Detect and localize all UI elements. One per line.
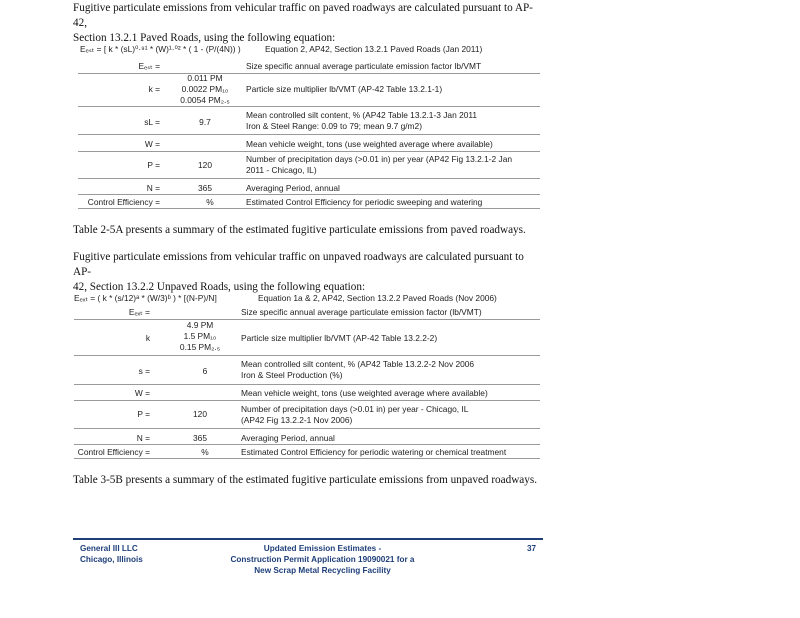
unpaved-row-value: 6 — [202, 366, 208, 376]
paved-intro-paragraph — [73, 1, 543, 46]
unpaved-row-label: N = — [136, 433, 150, 443]
paved-row-label: Control Efficiency = — [87, 197, 160, 207]
footer-company-location: Chicago, Illinois — [80, 555, 143, 564]
footer-document-title — [200, 543, 445, 576]
paved-k-values — [170, 73, 240, 106]
paved-row-label: k = — [148, 84, 160, 94]
paved-row-label: P = — [147, 160, 160, 170]
divider — [78, 134, 540, 135]
paved-row-desc: Size specific annual average particulate emission factor lb/VMT — [246, 61, 482, 71]
paved-k-pm25: 0.0054 PM₂.₅ — [180, 95, 230, 105]
unpaved-row-label: P = — [137, 409, 150, 419]
divider — [74, 428, 540, 429]
unpaved-intro-paragraph — [73, 250, 543, 295]
paved-row-desc: Mean controlled silt content, % (AP42 Table 13.2.1-3 Jan 2011 Iron & Steel Range: 0.09 to 79; mean 9.7 g/m2) — [246, 110, 478, 131]
unpaved-row-value: 120 — [193, 409, 207, 419]
unpaved-intro-line2: 42, Section 13.2.2 Unpaved Roads, using the following equation: — [73, 281, 366, 293]
paved-row-value: % — [206, 197, 214, 207]
unpaved-k-pm: 4.9 PM — [186, 320, 214, 330]
footer-company — [80, 543, 143, 565]
paved-row-label: N = — [146, 183, 160, 193]
unpaved-row-desc: Averaging Period, annual — [241, 433, 335, 443]
unpaved-intro-line1: Fugitive particulate emissions from vehicular traffic on unpaved roadways are calculated pursuant to AP- — [73, 251, 524, 278]
divider — [74, 319, 540, 320]
paved-row-value: 120 — [198, 160, 212, 170]
paved-row-desc: Estimated Control Efficiency for periodic sweeping and watering — [246, 197, 483, 207]
divider — [74, 400, 540, 401]
divider — [78, 106, 540, 107]
unpaved-row-label: Control Efficiency = — [77, 447, 150, 457]
page-number: 37 — [527, 544, 537, 553]
paved-k-pm10: 0.0022 PM₁₀ — [181, 84, 229, 94]
unpaved-row-label: Eₑₓₜ = — [128, 307, 150, 317]
divider — [78, 178, 540, 179]
unpaved-row-desc: Estimated Control Efficiency for periodic watering or chemical treatment — [241, 447, 507, 457]
footer-title-line3: New Scrap Metal Recycling Facility — [254, 566, 391, 575]
paved-row-label: W = — [144, 139, 160, 149]
unpaved-row-value: 365 — [193, 433, 207, 443]
paved-row-label: sL = — [144, 117, 160, 127]
footer-company-name: General III LLC — [80, 544, 138, 553]
paved-table-note: Table 2-5A presents a summary of the estimated fugitive particulate emissions from paved roadways. — [73, 224, 526, 236]
paved-intro-line2: Section 13.2.1 Paved Roads, using the following equation: — [73, 32, 336, 44]
paved-row-value: 365 — [198, 183, 212, 193]
unpaved-equation: Eₑₓₜ = ( k * (s/12)ᵃ * (W/3)ᵇ ) * [(N-P)/N] — [74, 293, 217, 303]
paved-row-desc: Averaging Period, annual — [246, 183, 340, 193]
unpaved-row-desc: Particle size multiplier lb/VMT (AP-42 Table 13.2.2-2) — [241, 333, 438, 343]
unpaved-row-desc: Size specific annual average particulate emission factor (lb/VMT) — [241, 307, 482, 317]
paved-equation-reference: Equation 2, AP42, Section 13.2.1 Paved Roads (Jan 2011) — [265, 44, 483, 54]
paved-k-pm: 0.011 PM — [187, 73, 223, 83]
unpaved-row-value: % — [201, 447, 209, 457]
unpaved-row-desc: Mean controlled silt content, % (AP42 Table 13.2.2-2 Nov 2006 Iron & Steel Production (%) — [241, 359, 475, 380]
paved-row-desc: Number of precipitation days (>0.01 in) per year (AP42 Fig 13.2.1-2 Jan 2011 - Chicago, IL) — [246, 154, 513, 175]
unpaved-k-values — [165, 320, 235, 353]
footer-title-line2: Construction Permit Application 19090021 for a — [230, 555, 415, 564]
divider — [78, 73, 540, 74]
paved-equation: Eₑₛₜ = [ k * (sL)⁰·⁹¹ * (W)¹·⁰² * ( 1 - (P/(4N)) ) — [80, 44, 241, 54]
unpaved-row-desc: Number of precipitation days (>0.01 in) per year - Chicago, IL (AP42 Fig 13.2.2-1 Nov 2006) — [241, 404, 469, 425]
unpaved-k-pm10: 1.5 PM₁₀ — [183, 331, 217, 341]
paved-row-desc: Mean vehicle weight, tons (use weighted average where available) — [246, 139, 493, 149]
divider — [74, 458, 540, 459]
paved-row-label: Eₑₛₜ = — [138, 61, 160, 71]
unpaved-row-label: W = — [134, 388, 150, 398]
unpaved-k-pm25: 0.15 PM₂.₅ — [179, 342, 221, 352]
footer-divider — [73, 538, 543, 540]
unpaved-row-label: k — [145, 333, 150, 343]
divider — [74, 384, 540, 385]
divider — [74, 444, 540, 445]
divider — [78, 151, 540, 152]
footer-title-line1: Updated Emission Estimates - — [263, 544, 382, 553]
unpaved-row-label: s = — [138, 366, 150, 376]
divider — [78, 208, 540, 209]
unpaved-row-desc: Mean vehicle weight, tons (use weighted average where available) — [241, 388, 488, 398]
divider — [74, 355, 540, 356]
unpaved-equation-reference: Equation 1a & 2, AP42, Section 13.2.2 Paved Roads (Nov 2006) — [258, 293, 497, 303]
paved-intro-line1: Fugitive particulate emissions from vehicular traffic on paved roadways are calculated pursuant to AP-42, — [73, 2, 533, 29]
paved-row-desc: Particle size multiplier lb/VMT (AP-42 Table 13.2.1-1) — [246, 84, 443, 94]
unpaved-table-note: Table 3-5B presents a summary of the estimated fugitive particulate emissions from unpaved roadways. — [73, 474, 537, 486]
paved-row-value: 9.7 — [199, 117, 211, 127]
divider — [78, 194, 540, 195]
